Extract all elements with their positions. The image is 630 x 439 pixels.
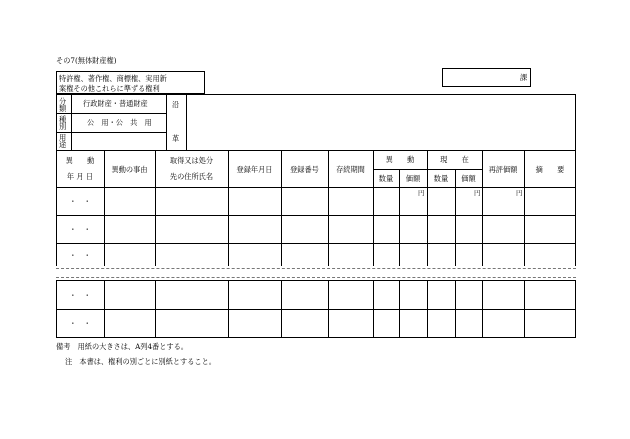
row-line-1 bbox=[56, 215, 576, 216]
row-line-3 bbox=[56, 280, 576, 281]
history-divider bbox=[186, 94, 187, 150]
header-change-group: 異 動 bbox=[385, 155, 415, 164]
header-acquirer-2: 先の住所氏名 bbox=[169, 172, 214, 181]
unit-yen-2: 円 bbox=[474, 189, 481, 197]
header-duration: 存続期間 bbox=[336, 165, 365, 174]
header-change: 異 動 bbox=[65, 156, 95, 165]
row-line-2 bbox=[56, 243, 576, 244]
header-qty-current: 数量 bbox=[433, 174, 449, 183]
class-label-2: 種別 bbox=[59, 115, 67, 132]
row-date-marker-2: ・ ・ bbox=[69, 225, 91, 234]
page-title: その7(無体財産権) bbox=[56, 56, 117, 65]
history-label-2: 革 bbox=[172, 134, 180, 143]
header-acquirer-1: 取得又は処分 bbox=[169, 156, 214, 165]
note-separate-sheet: 注 本書は、権利の別ごとに別紙とすること。 bbox=[65, 357, 216, 366]
class-value-2: 公 用・公 共 用 bbox=[87, 118, 152, 127]
header-qty-change: 数量 bbox=[378, 174, 394, 183]
row-line-4 bbox=[56, 309, 576, 310]
rights-category-line1: 特許権、著作権、商標権、実用新 bbox=[59, 74, 167, 83]
class-label-1: 分類 bbox=[59, 97, 67, 114]
col-line-9 bbox=[455, 169, 456, 338]
class-row-line-2 bbox=[56, 132, 166, 133]
header-reg-no: 登録番号 bbox=[290, 165, 319, 174]
header-bottom-line bbox=[56, 187, 576, 188]
header-reason: 異動の事由 bbox=[111, 165, 148, 174]
unit-yen-1: 円 bbox=[418, 189, 425, 197]
class-row-line-1 bbox=[56, 113, 166, 114]
header-summary: 摘 要 bbox=[535, 165, 565, 174]
class-value-1: 行政財産・普通財産 bbox=[83, 99, 148, 108]
class-label-3: 用途 bbox=[59, 133, 67, 150]
header-change-date: 年 月 日 bbox=[66, 172, 94, 181]
class-label-divider bbox=[71, 94, 72, 150]
group-header-divider bbox=[373, 169, 482, 170]
row-date-marker-4: ・ ・ bbox=[69, 291, 91, 300]
form-table bbox=[56, 94, 576, 338]
class-value-divider bbox=[166, 94, 167, 150]
section-box bbox=[442, 68, 531, 87]
unit-yen-3: 円 bbox=[516, 189, 523, 197]
rights-category-line2: 案権その他これらに準ずる権利 bbox=[59, 84, 160, 93]
header-top-line bbox=[56, 150, 576, 151]
header-price-current: 価額 bbox=[461, 174, 476, 183]
break-line-bottom bbox=[56, 277, 576, 278]
note-paper-size: 備考 用紙の大きさは、A列4番とする。 bbox=[56, 342, 188, 351]
break-line-top bbox=[56, 268, 576, 269]
row-date-marker-5: ・ ・ bbox=[69, 319, 91, 328]
col-line-7 bbox=[399, 169, 400, 338]
row-date-marker-1: ・ ・ bbox=[69, 197, 91, 206]
header-price-change: 価額 bbox=[405, 174, 421, 183]
header-reevaluation: 再評価額 bbox=[488, 165, 518, 174]
row-date-marker-3: ・ ・ bbox=[69, 251, 91, 260]
rights-category-box bbox=[56, 71, 205, 94]
header-reg-date: 登録年月日 bbox=[236, 165, 273, 174]
header-current-group: 現 在 bbox=[440, 155, 469, 164]
section-suffix: 課 bbox=[520, 73, 528, 82]
history-label-1: 沿 bbox=[172, 100, 180, 109]
